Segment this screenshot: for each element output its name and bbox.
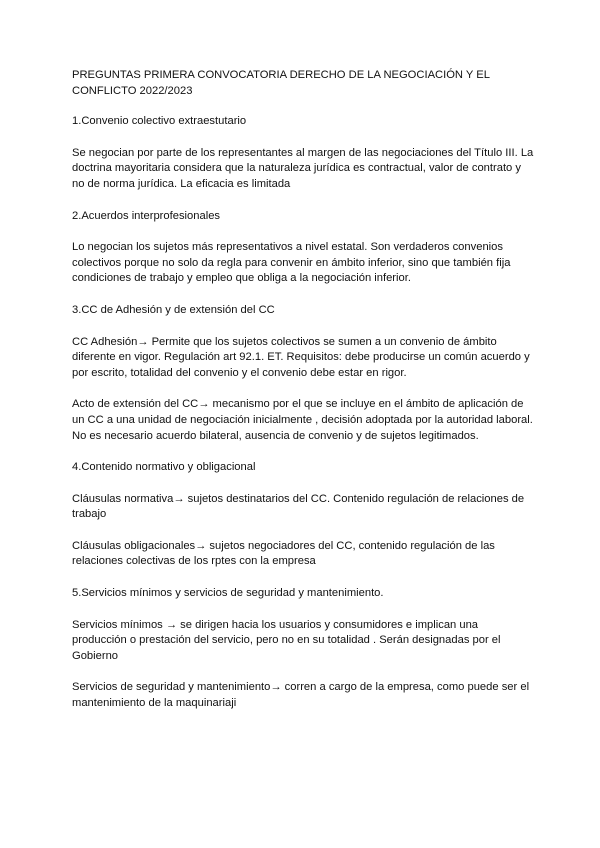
section-4 [72,460,534,570]
section-paragraph: Acto de extensión del CC→ mecanismo por el que se incluye en el ámbito de aplicación de un CC a una unidad de negociación inicialmente , decisión adoptada por la autoridad laboral. No es necesario acuerdo bilateral, ausencia de convenio y de sujetos legitimados. [72,398,533,442]
document-page [72,68,534,728]
section-paragraph: Cláusulas normativa→ sujetos destinatarios del CC. Contenido regulación de relaciones de trabajo [72,492,525,521]
section-paragraph: Servicios de seguridad y mantenimiento→ corren a cargo de la empresa, como puede ser el mantenimiento de la maquinariaji [72,681,530,710]
section-heading: 1.Convenio colectivo extraestutario [72,115,247,128]
section-3 [72,303,534,444]
section-5 [72,586,534,712]
section-heading: 4.Contenido normativo y obligacional [72,461,256,474]
section-paragraph: Se negocian por parte de los representantes al margen de las negociaciones del Título III. La doctrina mayoritaria considera que la naturaleza jurídica es contractual, valor de contrato y no de norma jurídica. La eficacia es limitada [72,146,534,190]
section-heading: 3.CC de Adhesión y de extensión del CC [72,303,275,316]
section-heading: 2.Acuerdos interprofesionales [72,209,221,222]
section-1 [72,114,534,192]
document-title: PREGUNTAS PRIMERA CONVOCATORIA DERECHO DE LA NEGOCIACIÓN Y EL CONFLICTO 2022/2023 [72,69,490,97]
section-2 [72,209,534,287]
section-paragraph: Cláusulas obligacionales→ sujetos negociadores del CC, contenido regulación de las relaciones colectivas de los rptes con la empresa [72,539,495,568]
section-paragraph: CC Adhesión→ Permite que los sujetos colectivos se sumen a un convenio de ámbito diferente en vigor. Regulación art 92.1. ET. Requisitos: debe producirse un común acuerdo y por escrito, totalidad del convenio y el convenio debe estar en rigor. [72,335,530,379]
section-heading: 5.Servicios mínimos y servicios de seguridad y mantenimiento. [72,587,384,600]
section-paragraph: Lo negocian los sujetos más representativos a nivel estatal. Son verdaderos convenios colectivos porque no solo da regla para convenir en ámbito inferior, sino que también fija condiciones de trabajo y empleo que obliga a la negociación inferior. [72,241,511,285]
section-paragraph: Servicios mínimos → se dirigen hacia los usuarios y consumidores e implican una producción o prestación del servicio, pero no en su totalidad . Serán designadas por el Gobierno [72,618,501,662]
